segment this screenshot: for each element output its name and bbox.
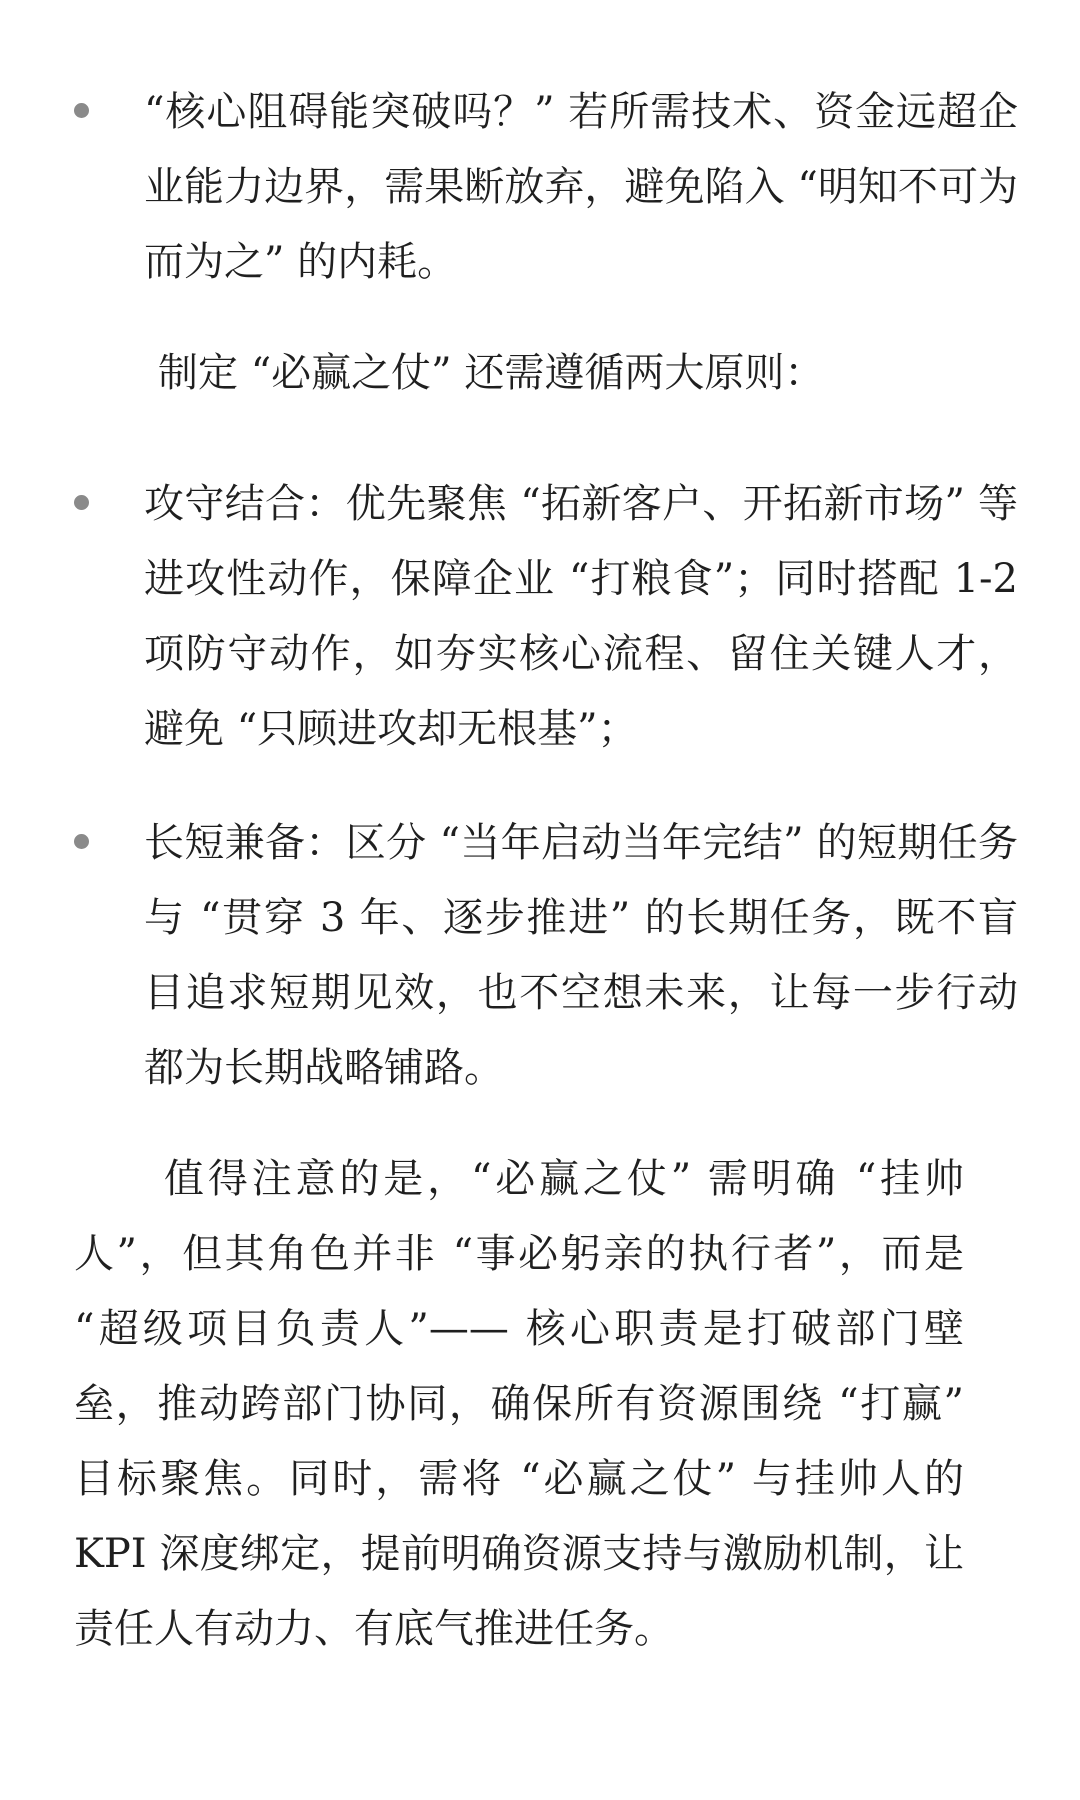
bullet-item-short-long-term: [74, 806, 1018, 1106]
principles-intro: 制定 “必赢之仗” 还需遵循两大原则：: [158, 350, 825, 396]
bullet-dot-icon: [74, 834, 89, 849]
bullet-item-offense-defense: [74, 467, 1018, 767]
bullet-text: 攻守结合：优先聚焦 “拓新客户、开拓新市场” 等进攻性动作，保障企业 “打粮食”；同时搭配 1-2 项防守动作，如夯实核心流程、留住关键人才，避免 “只顾进攻却无根基”；: [144, 481, 1018, 752]
bullet-text: “核心阻碍能突破吗？” 若所需技术、资金远超企业能力边界，需果断放弃，避免陷入 “明知不可为而为之” 的内耗。: [144, 89, 1018, 285]
bullet-dot-icon: [74, 103, 89, 118]
bullet-text: 长短兼备：区分 “当年启动当年完结” 的短期任务与 “贯穿 3 年、逐步推进” 的长期任务，既不盲目追求短期见效，也不空想未来，让每一步行动都为长期战略铺路。: [144, 820, 1018, 1091]
closing-paragraph: 值得注意的是，“必赢之仗” 需明确 “挂帅人”，但其角色并非 “事必躬亲的执行者”，而是 “超级项目负责人”—— 核心职责是打破部门壁垒，推动跨部门协同，确保所有资源围绕 “打赢” 目标聚焦。同时，需将 “必赢之仗” 与挂帅人的 KPI 深度绑定，提前明确资源支持与激励机制，让责任人有动力、有底气推进任务。: [74, 1156, 964, 1652]
bullet-dot-icon: [74, 495, 89, 510]
bullet-item-core-obstacle: [74, 75, 1018, 300]
